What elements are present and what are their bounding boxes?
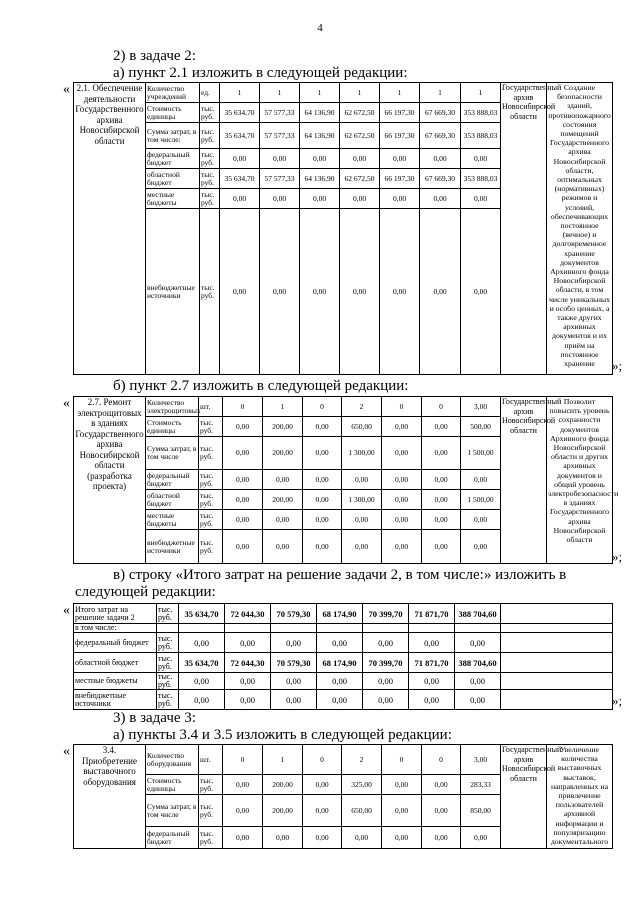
- value-cell: 0,00: [263, 827, 303, 849]
- value-cell: [409, 624, 455, 633]
- value-cell: 0,00: [363, 690, 409, 710]
- row-label: внебюджетные источники: [74, 690, 157, 710]
- value-cell: 0,00: [317, 690, 363, 710]
- value-cell: 0,00: [422, 417, 461, 437]
- value-cell: 0,00: [342, 510, 382, 530]
- value-cell: 200,00: [263, 795, 303, 827]
- value-cell: 0,00: [303, 827, 342, 849]
- table-row: [74, 397, 613, 417]
- value-cell: 0,00: [303, 510, 342, 530]
- value-cell: 0: [223, 745, 263, 775]
- value-cell: 62 672,50: [340, 169, 380, 189]
- value-cell: 64 136,90: [300, 169, 340, 189]
- item-name: 3.4. Приобретение выставочного оборудования: [74, 745, 146, 849]
- close-quote: »;: [612, 693, 623, 708]
- value-cell: 0,00: [300, 189, 340, 209]
- result-cell: Позволит повысить уровень сохранности документов Архивного фонда Новосибирской области и других архивных документов и общий уровень электробезопасности в зданиях Государственного архива Новосибирской области: [547, 397, 613, 564]
- value-cell: 0,00: [382, 530, 422, 564]
- value-cell: 0,00: [271, 633, 317, 653]
- empty-cell: [501, 690, 613, 710]
- row-unit: тыс. руб.: [200, 149, 220, 169]
- value-cell: 1: [380, 83, 420, 103]
- value-cell: 0,00: [340, 149, 380, 169]
- value-cell: 0,00: [461, 510, 501, 530]
- value-cell: 0,00: [303, 775, 342, 795]
- value-cell: 1 300,00: [342, 490, 382, 510]
- value-cell: 62 672,50: [340, 103, 380, 123]
- value-cell: 0,00: [420, 189, 461, 209]
- value-cell: 0,00: [317, 633, 363, 653]
- value-cell: [317, 624, 363, 633]
- value-cell: 0,00: [223, 795, 263, 827]
- value-cell: 1 300,00: [342, 437, 382, 470]
- value-cell: 200,00: [263, 437, 303, 470]
- value-cell: 66 197,30: [380, 169, 420, 189]
- value-cell: [179, 624, 225, 633]
- row-unit: тыс. руб.: [199, 490, 223, 510]
- executor-cell: Государственный архив Новосибирской области: [501, 83, 547, 375]
- value-cell: 35 634,70: [220, 169, 260, 189]
- value-cell: 70 579,30: [271, 653, 317, 673]
- value-cell: 850,00: [461, 795, 501, 827]
- value-cell: 0,00: [422, 510, 461, 530]
- row-label: внебюджетные источники: [146, 209, 200, 375]
- row-label: Количество оборудования: [146, 745, 199, 775]
- table-row: [74, 653, 613, 673]
- value-cell: 0,00: [340, 209, 380, 375]
- value-cell: 0,00: [303, 437, 342, 470]
- value-cell: 1: [220, 83, 260, 103]
- subheading-2-7: б) пункт 2.7 изложить в следующей редакции:: [113, 378, 409, 394]
- value-cell: 500,00: [461, 417, 501, 437]
- subheading-2-1: а) пункт 2.1 изложить в следующей редакции:: [113, 65, 408, 81]
- row-unit: тыс. руб.: [199, 470, 223, 490]
- value-cell: [455, 624, 501, 633]
- value-cell: 388 704,60: [455, 604, 501, 624]
- value-cell: 0,00: [179, 690, 225, 710]
- table-row: [74, 624, 613, 633]
- empty-cell: [501, 604, 613, 624]
- value-cell: 353 888,03: [461, 103, 501, 123]
- value-cell: 0,00: [223, 417, 263, 437]
- value-cell: 0,00: [220, 209, 260, 375]
- empty-cell: [501, 624, 613, 633]
- row-unit: тыс. руб.: [157, 633, 179, 653]
- value-cell: 0,00: [263, 470, 303, 490]
- value-cell: 325,00: [342, 775, 382, 795]
- value-cell: 0,00: [342, 530, 382, 564]
- close-quote: »;: [612, 549, 623, 564]
- row-unit: тыс. руб.: [157, 653, 179, 673]
- value-cell: 71 871,70: [409, 653, 455, 673]
- value-cell: 67 669,30: [420, 123, 461, 149]
- row-label: Сумма затрат, в том числе:: [146, 123, 200, 149]
- value-cell: 0,00: [455, 673, 501, 690]
- value-cell: 1 500,00: [461, 437, 501, 470]
- value-cell: 0,00: [382, 775, 422, 795]
- value-cell: 0,00: [225, 690, 271, 710]
- value-cell: [271, 624, 317, 633]
- row-unit: тыс. руб.: [199, 530, 223, 564]
- value-cell: 0,00: [422, 470, 461, 490]
- value-cell: 35 634,70: [220, 123, 260, 149]
- value-cell: 35 634,70: [179, 604, 225, 624]
- value-cell: 0,00: [260, 149, 300, 169]
- table-row: [74, 745, 613, 775]
- item-name: 2.7. Ремонт электрощитовых в зданиях Государственного архива Новосибирской области (разработка проекта): [74, 397, 146, 564]
- value-cell: 0,00: [223, 510, 263, 530]
- row-unit: шт.: [199, 745, 223, 775]
- value-cell: 0,00: [461, 189, 501, 209]
- value-cell: 0,00: [363, 673, 409, 690]
- value-cell: 0,00: [422, 490, 461, 510]
- row-label: в том числе:: [74, 624, 157, 633]
- row-unit: тыс. руб.: [199, 437, 223, 470]
- executor-cell: Государственный архив Новосибирской области: [501, 745, 547, 849]
- value-cell: 0,00: [382, 490, 422, 510]
- value-cell: 0,00: [342, 470, 382, 490]
- empty-cell: [501, 633, 613, 653]
- row-unit: тыс. руб.: [199, 510, 223, 530]
- table-row: [74, 83, 613, 103]
- close-quote: »;: [612, 358, 623, 373]
- value-cell: 0: [303, 397, 342, 417]
- value-cell: 0,00: [455, 690, 501, 710]
- value-cell: 57 577,33: [260, 123, 300, 149]
- value-cell: 0,00: [409, 633, 455, 653]
- value-cell: 0: [303, 745, 342, 775]
- value-cell: 0,00: [422, 530, 461, 564]
- value-cell: 0,00: [340, 189, 380, 209]
- value-cell: 35 634,70: [220, 103, 260, 123]
- value-cell: 70 399,70: [363, 604, 409, 624]
- table-total-task-2: [73, 603, 613, 710]
- value-cell: 0,00: [455, 633, 501, 653]
- value-cell: 1: [263, 745, 303, 775]
- value-cell: 0,00: [225, 673, 271, 690]
- value-cell: 0,00: [263, 530, 303, 564]
- value-cell: 0,00: [300, 149, 340, 169]
- row-unit: тыс. руб.: [200, 169, 220, 189]
- value-cell: 0,00: [382, 437, 422, 470]
- value-cell: 0,00: [380, 209, 420, 375]
- open-quote: «: [63, 82, 70, 97]
- row-unit: тыс. руб.: [199, 827, 223, 849]
- value-cell: 1: [340, 83, 380, 103]
- row-unit: тыс. руб.: [157, 673, 179, 690]
- value-cell: 650,00: [342, 795, 382, 827]
- value-cell: [363, 624, 409, 633]
- value-cell: 0,00: [422, 437, 461, 470]
- value-cell: 0,00: [223, 530, 263, 564]
- value-cell: 1 500,00: [461, 490, 501, 510]
- row-label: областной бюджет: [146, 169, 200, 189]
- row-label: федеральный бюджет: [74, 633, 157, 653]
- row-unit: тыс. руб.: [157, 604, 179, 624]
- row-label: местные бюджеты: [146, 189, 200, 209]
- value-cell: 0,00: [223, 775, 263, 795]
- value-cell: 66 197,30: [380, 103, 420, 123]
- value-cell: 0,00: [260, 209, 300, 375]
- value-cell: 64 136,90: [300, 123, 340, 149]
- value-cell: 0,00: [420, 209, 461, 375]
- value-cell: 0,00: [422, 775, 461, 795]
- value-cell: 68 174,90: [317, 604, 363, 624]
- row-label: областной бюджет: [74, 653, 157, 673]
- subheading-total-line1: в) строку «Итого затрат на решение задачи 2, в том числе:» изложить в: [113, 567, 567, 583]
- value-cell: 0,00: [223, 827, 263, 849]
- value-cell: 0,00: [303, 470, 342, 490]
- row-label: федеральный бюджет: [146, 470, 199, 490]
- value-cell: 0,00: [461, 530, 501, 564]
- row-label: федеральный бюджет: [146, 827, 199, 849]
- table-row: [74, 673, 613, 690]
- table-row: [74, 633, 613, 653]
- row-unit: тыс. руб.: [200, 209, 220, 375]
- value-cell: 0,00: [179, 633, 225, 653]
- value-cell: 1: [300, 83, 340, 103]
- value-cell: 0,00: [382, 510, 422, 530]
- row-unit: тыс. руб.: [199, 795, 223, 827]
- table-item-2-1: [73, 82, 613, 375]
- row-label: местные бюджеты: [146, 510, 199, 530]
- value-cell: 0,00: [223, 490, 263, 510]
- value-cell: 1: [461, 83, 501, 103]
- empty-cell: [501, 653, 613, 673]
- value-cell: 0,00: [225, 633, 271, 653]
- value-cell: 0,00: [461, 149, 501, 169]
- value-cell: 283,33: [461, 775, 501, 795]
- value-cell: [225, 624, 271, 633]
- value-cell: 0,00: [461, 827, 501, 849]
- table-row: [74, 604, 613, 624]
- value-cell: 1: [420, 83, 461, 103]
- value-cell: 0,00: [271, 690, 317, 710]
- value-cell: 0,00: [303, 530, 342, 564]
- value-cell: 0: [223, 397, 263, 417]
- value-cell: 3,00: [461, 397, 501, 417]
- row-unit: ед.: [200, 83, 220, 103]
- row-label: Итого затрат на решение задачи 2: [74, 604, 157, 624]
- row-label: Сумма затрат, в том числе: [146, 795, 199, 827]
- value-cell: 0,00: [461, 209, 501, 375]
- table-item-3-4: [73, 744, 613, 849]
- value-cell: 0,00: [303, 490, 342, 510]
- value-cell: 0,00: [300, 209, 340, 375]
- value-cell: 0,00: [382, 795, 422, 827]
- row-unit: [157, 624, 179, 633]
- value-cell: 0,00: [303, 795, 342, 827]
- value-cell: 0,00: [179, 673, 225, 690]
- value-cell: 0,00: [260, 189, 300, 209]
- open-quote: «: [63, 396, 70, 411]
- row-unit: тыс. руб.: [157, 690, 179, 710]
- row-unit: тыс. руб.: [199, 417, 223, 437]
- table-row: [74, 690, 613, 710]
- row-label: Стоимость единицы: [146, 103, 200, 123]
- value-cell: 71 871,70: [409, 604, 455, 624]
- row-label: областной бюджет: [146, 490, 199, 510]
- value-cell: 1: [260, 83, 300, 103]
- value-cell: 200,00: [263, 775, 303, 795]
- value-cell: 2: [342, 397, 382, 417]
- value-cell: 0,00: [317, 673, 363, 690]
- value-cell: 0: [422, 745, 461, 775]
- value-cell: 57 577,33: [260, 169, 300, 189]
- item-name: 2.1. Обеспечение деятельности Государственного архива Новосибирской области: [74, 83, 146, 375]
- value-cell: 200,00: [263, 417, 303, 437]
- row-label: Стоимость единицы: [146, 417, 199, 437]
- value-cell: 353 888,03: [461, 169, 501, 189]
- row-label: местные бюджеты: [74, 673, 157, 690]
- row-unit: тыс. руб.: [200, 189, 220, 209]
- value-cell: 70 579,30: [271, 604, 317, 624]
- heading-task-3: 3) в задаче 3:: [113, 710, 196, 726]
- result-cell: Создание безопасности зданий, противопожарного состояния помещений Государственного архива Новосибирской области, оптимальных (нормативных) режимов и условий, обеспечивающих постоянное (вечное) и долговременное хранение документов Архивного фонда Новосибирской области, в том числе уникальных и особо ценных, а также других архивных документов и их приём на постоянное хранение: [547, 83, 613, 375]
- subheading-3-4-3-5: а) пункты 3.4 и 3.5 изложить в следующей редакции:: [113, 727, 452, 743]
- value-cell: 0,00: [409, 673, 455, 690]
- value-cell: 200,00: [263, 490, 303, 510]
- empty-cell: [501, 673, 613, 690]
- value-cell: 70 399,70: [363, 653, 409, 673]
- row-label: федеральный бюджет: [146, 149, 200, 169]
- value-cell: 0,00: [461, 470, 501, 490]
- value-cell: 0,00: [382, 470, 422, 490]
- value-cell: 0,00: [271, 673, 317, 690]
- result-cell: Увеличение количества выставочных выставок, направленных на привлечение пользователей архивной информации и популяризацию документального: [547, 745, 613, 849]
- page-number: 4: [317, 22, 323, 34]
- row-label: Количество учреждений: [146, 83, 200, 103]
- value-cell: 68 174,90: [317, 653, 363, 673]
- value-cell: 0,00: [223, 437, 263, 470]
- value-cell: 0,00: [382, 417, 422, 437]
- row-unit: тыс. руб.: [200, 103, 220, 123]
- value-cell: 2: [342, 745, 382, 775]
- value-cell: 0,00: [363, 633, 409, 653]
- value-cell: 0,00: [420, 149, 461, 169]
- subheading-total-line2: следующей редакции:: [75, 584, 216, 600]
- value-cell: 0: [382, 745, 422, 775]
- value-cell: 72 044,30: [225, 653, 271, 673]
- executor-cell: Государственный архив Новосибирской области: [501, 397, 547, 564]
- value-cell: 0,00: [342, 827, 382, 849]
- value-cell: 64 136,90: [300, 103, 340, 123]
- value-cell: 0,00: [422, 827, 461, 849]
- value-cell: 0,00: [382, 827, 422, 849]
- row-label: Сумма затрат, в том числе: [146, 437, 199, 470]
- value-cell: 0,00: [220, 149, 260, 169]
- value-cell: 0,00: [220, 189, 260, 209]
- value-cell: 67 669,30: [420, 169, 461, 189]
- value-cell: 35 634,70: [179, 653, 225, 673]
- row-label: внебюджетные источники: [146, 530, 199, 564]
- value-cell: 0,00: [223, 470, 263, 490]
- row-unit: тыс. руб.: [200, 123, 220, 149]
- row-label: Стоимость единицы: [146, 775, 199, 795]
- value-cell: 0,00: [380, 189, 420, 209]
- open-quote: «: [63, 603, 70, 618]
- row-label: Количество электрощитовых: [147, 397, 201, 415]
- value-cell: 353 888,03: [461, 123, 501, 149]
- value-cell: 67 669,30: [420, 103, 461, 123]
- value-cell: 1: [263, 397, 303, 417]
- value-cell: 62 672,50: [340, 123, 380, 149]
- value-cell: 3,00: [461, 745, 501, 775]
- value-cell: 0: [382, 397, 422, 417]
- table-item-2-7: [73, 396, 619, 564]
- value-cell: 0,00: [263, 510, 303, 530]
- row-unit: тыс. руб.: [199, 775, 223, 795]
- value-cell: 57 577,33: [260, 103, 300, 123]
- value-cell: 388 704,60: [455, 653, 501, 673]
- value-cell: 650,00: [342, 417, 382, 437]
- value-cell: 72 044,30: [225, 604, 271, 624]
- value-cell: 0,00: [409, 690, 455, 710]
- value-cell: 0,00: [303, 417, 342, 437]
- value-cell: 0: [422, 397, 461, 417]
- row-unit: шт.: [199, 397, 223, 417]
- value-cell: 0,00: [422, 795, 461, 827]
- value-cell: 0,00: [380, 149, 420, 169]
- heading-task-2: 2) в задаче 2:: [113, 48, 196, 64]
- open-quote: «: [63, 744, 70, 759]
- value-cell: 66 197,30: [380, 123, 420, 149]
